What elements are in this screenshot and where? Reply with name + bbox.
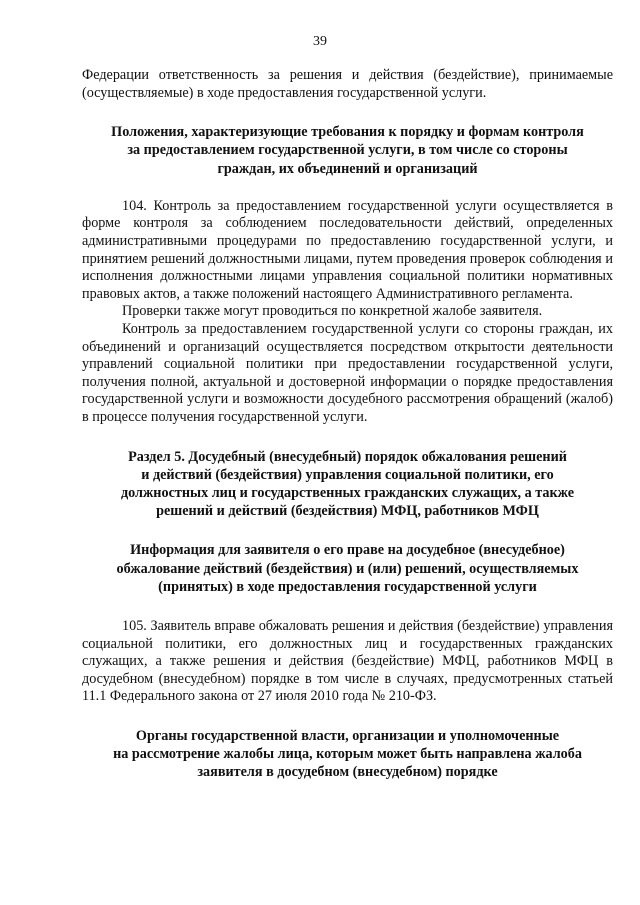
heading-line: Положения, характеризующие требования к порядку и формам контроля — [111, 124, 584, 141]
heading-line: и действий (бездействия) управления социальной политики, его — [141, 466, 554, 483]
heading-line: граждан, их объединений и организаций — [217, 160, 478, 177]
heading-line: заявителя в досудебном (внесудебном) порядке — [197, 764, 498, 781]
page-number: 39 — [313, 34, 327, 49]
bodies-section-heading — [82, 727, 613, 782]
heading-line: решений и действий (бездействия) МФЦ, работников МФЦ — [156, 503, 539, 520]
heading-line: Органы государственной власти, организации и уполномоченные — [135, 727, 560, 744]
intro-paragraph: Федерации ответственность за решения и действия (бездействие), принимаемые (осуществляемые) в ходе предоставления государственной услуги. — [82, 67, 613, 101]
heading-line: Раздел 5. Досудебный (внесудебный) порядок обжалования решений — [128, 448, 567, 465]
heading-line: должностных лиц и государственных гражданских служащих, а также — [120, 484, 575, 501]
paragraph-104: 104. Контроль за предоставлением государственной услуги осуществляется в форме контроля за соблюдением последовательности действий, определенных административными процедурами по предоставлению государственной услуги, и принятием решений должностными лицами, путем проведения проверок соблюдения и исполнения должностными лицами управления социальной политики нормативных правовых актов, а также положений настоящего Административного регламента. — [82, 197, 613, 302]
heading-line: Информация для заявителя о его праве на досудебное (внесудебное) — [130, 542, 565, 559]
paragraph-105: 105. Заявитель вправе обжаловать решения и действия (бездействие) управления социальной политики, его должностных лиц и государственных гражданских служащих, а также решения и действия (бездействие) МФЦ, работников МФЦ в досудебном (внесудебном) порядке в том числе в случаях, предусмотренных статьей 11.1 Федерального закона от 27 июля 2010 года № 210-ФЗ. — [82, 617, 613, 705]
heading-line: за предоставлением государственной услуги, в том числе со стороны — [127, 142, 568, 159]
paragraph-citizens-control: Контроль за предоставлением государственной услуги со стороны граждан, их объединений и организаций осуществляется посредством открытости деятельности управлений социальной политики при предоставлении государственной услуги, получения полной, актуальной и достоверной информации о порядке предоставления государственной услуги и возможности досудебного рассмотрения обращений (жалоб) в процессе получения государственной услуги. — [82, 320, 613, 425]
paragraph-checks: Проверки также могут проводиться по конкретной жалобе заявителя. — [122, 303, 543, 320]
info-section-heading — [82, 541, 613, 596]
heading-line: обжалование действий (бездействия) и (или) решений, осуществляемых — [116, 560, 579, 577]
section-5-heading — [82, 448, 613, 521]
heading-line: на рассмотрение жалобы лица, которым может быть направлена жалоба — [113, 746, 582, 763]
page-content — [82, 67, 613, 782]
heading-line: (принятых) в ходе предоставления государственной услуги — [158, 578, 537, 595]
control-section-heading — [82, 123, 613, 178]
